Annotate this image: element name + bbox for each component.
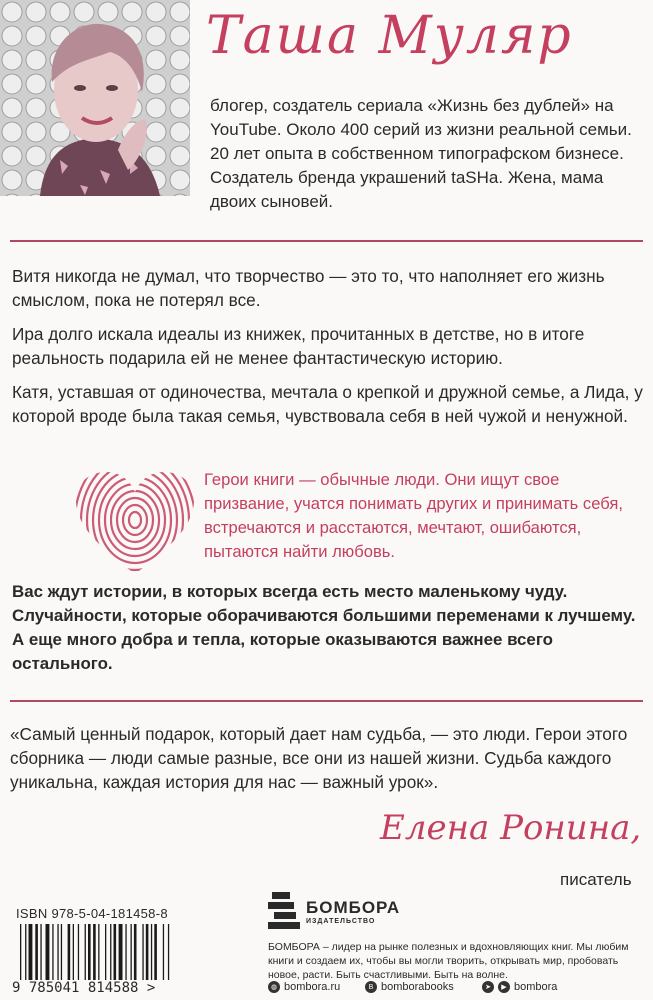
social-vk[interactable] bbox=[365, 981, 454, 993]
heroes-highlight: Герои книги — обычные люди. Они ищут свое призвание, учатся понимать других и принимать себя, встречаются и расстаются, мечтают, ошибаются, пытаются найти любовь. bbox=[204, 470, 623, 561]
barcode-bar bbox=[93, 924, 96, 980]
promo-paragraph: Вас ждут истории, в которых всегда есть место маленькому чуду. Случайности, которые оборачиваются большими переменами к лучшему. А еще много добра и тепла, которые оказываются важнее всего остального. bbox=[12, 582, 636, 673]
story-paragraph-katya: Катя, уставшая от одиночества, мечтала о крепкой и дружной семье, а Лида, у которой вроде была такая семья, чувствовала себя в ней чужой и ненужной. bbox=[12, 382, 643, 426]
barcode-bar bbox=[40, 924, 41, 980]
barcode-bar bbox=[110, 924, 111, 980]
review-quote: «Самый ценный подарок, который дает нам судьба, — это люди. Герои этого сборника — люди самые разные, все они из нашей жизни. Судьба каждого уникальна, каждая история для нас — важный урок». bbox=[10, 724, 628, 792]
social-messengers[interactable] bbox=[482, 981, 557, 993]
social-website-label: bombora.ru bbox=[284, 981, 341, 993]
vk-icon: В bbox=[365, 981, 377, 993]
barcode-bar bbox=[20, 924, 21, 980]
barcode-bar bbox=[52, 924, 53, 980]
barcode bbox=[18, 924, 238, 984]
barcode-bar bbox=[154, 924, 157, 980]
author-bio: блогер, создатель сериала «Жизнь без дублей» на YouTube. Около 400 серий из жизни реальной семьи. 20 лет опыта в собственном типографском бизнесе. Создатель бренда украшений taSHa. Жена, мама двоих сыновей. bbox=[210, 96, 632, 211]
barcode-bar bbox=[125, 924, 126, 980]
publisher-subtitle: ИЗДАТЕЛЬСТВО bbox=[306, 918, 376, 925]
isbn: ISBN 978-5-04-181458-8 bbox=[16, 906, 168, 921]
barcode-bar bbox=[57, 924, 58, 980]
barcode-bar bbox=[163, 924, 164, 980]
story-paragraph-ira: Ира долго искала идеалы из книжек, прочитанных в детстве, но в итоге реальность подарила ей не менее фантастическую историю. bbox=[12, 324, 585, 368]
quote-author-role: писатель bbox=[560, 870, 632, 889]
barcode-bar bbox=[151, 924, 152, 980]
barcode-bar bbox=[35, 924, 38, 980]
barcode-bar bbox=[119, 924, 123, 980]
author-name: Таша Муляр bbox=[206, 6, 573, 66]
telegram-icon: ➤ bbox=[482, 981, 494, 993]
social-messengers-label: bombora bbox=[514, 981, 558, 993]
fingerprint-heart-icon bbox=[74, 470, 196, 581]
barcode-bar bbox=[46, 924, 50, 980]
social-vk-label: bomborabooks bbox=[381, 981, 454, 993]
barcode-bar bbox=[131, 924, 132, 980]
barcode-bar bbox=[85, 924, 86, 980]
divider-bottom bbox=[10, 700, 643, 702]
barcode-bar bbox=[88, 924, 91, 980]
barcode-bar bbox=[142, 924, 143, 980]
publisher-logo-icon bbox=[266, 888, 302, 937]
barcode-bar bbox=[73, 924, 74, 980]
divider-top bbox=[10, 240, 643, 242]
barcode-bar bbox=[68, 924, 71, 980]
social-website[interactable] bbox=[268, 981, 340, 993]
barcode-bar bbox=[114, 924, 117, 980]
barcode-bar bbox=[61, 924, 62, 980]
barcode-number: 9 785041 814588 > bbox=[12, 980, 156, 996]
barcode-bar bbox=[134, 924, 137, 980]
barcode-bar bbox=[146, 924, 149, 980]
publisher-name: БОМБОРА bbox=[306, 898, 401, 917]
story-paragraph-vitya: Витя никогда не думал, что творчество — это то, что наполняет его жизнь смыслом, пока не потерял все. bbox=[12, 266, 605, 310]
barcode-bar bbox=[78, 924, 79, 980]
youtube-icon: ▶ bbox=[498, 981, 510, 993]
publisher-description: БОМБОРА – лидер на рынке полезных и вдохновляющих книг. Мы любим книги и создаем их, чтобы вы могли творить, открывать мир, пробовать новое, расти. Быть счастливыми. Быть на волне. bbox=[268, 941, 629, 981]
barcode-bar bbox=[29, 924, 33, 980]
barcode-bar bbox=[168, 924, 169, 980]
quote-signature: Елена Ронина, bbox=[380, 808, 642, 848]
barcode-bar bbox=[25, 924, 26, 980]
barcode-bar bbox=[105, 924, 106, 980]
globe-icon: ◍ bbox=[268, 981, 280, 993]
author-photo bbox=[0, 0, 190, 196]
barcode-bar bbox=[98, 924, 99, 980]
